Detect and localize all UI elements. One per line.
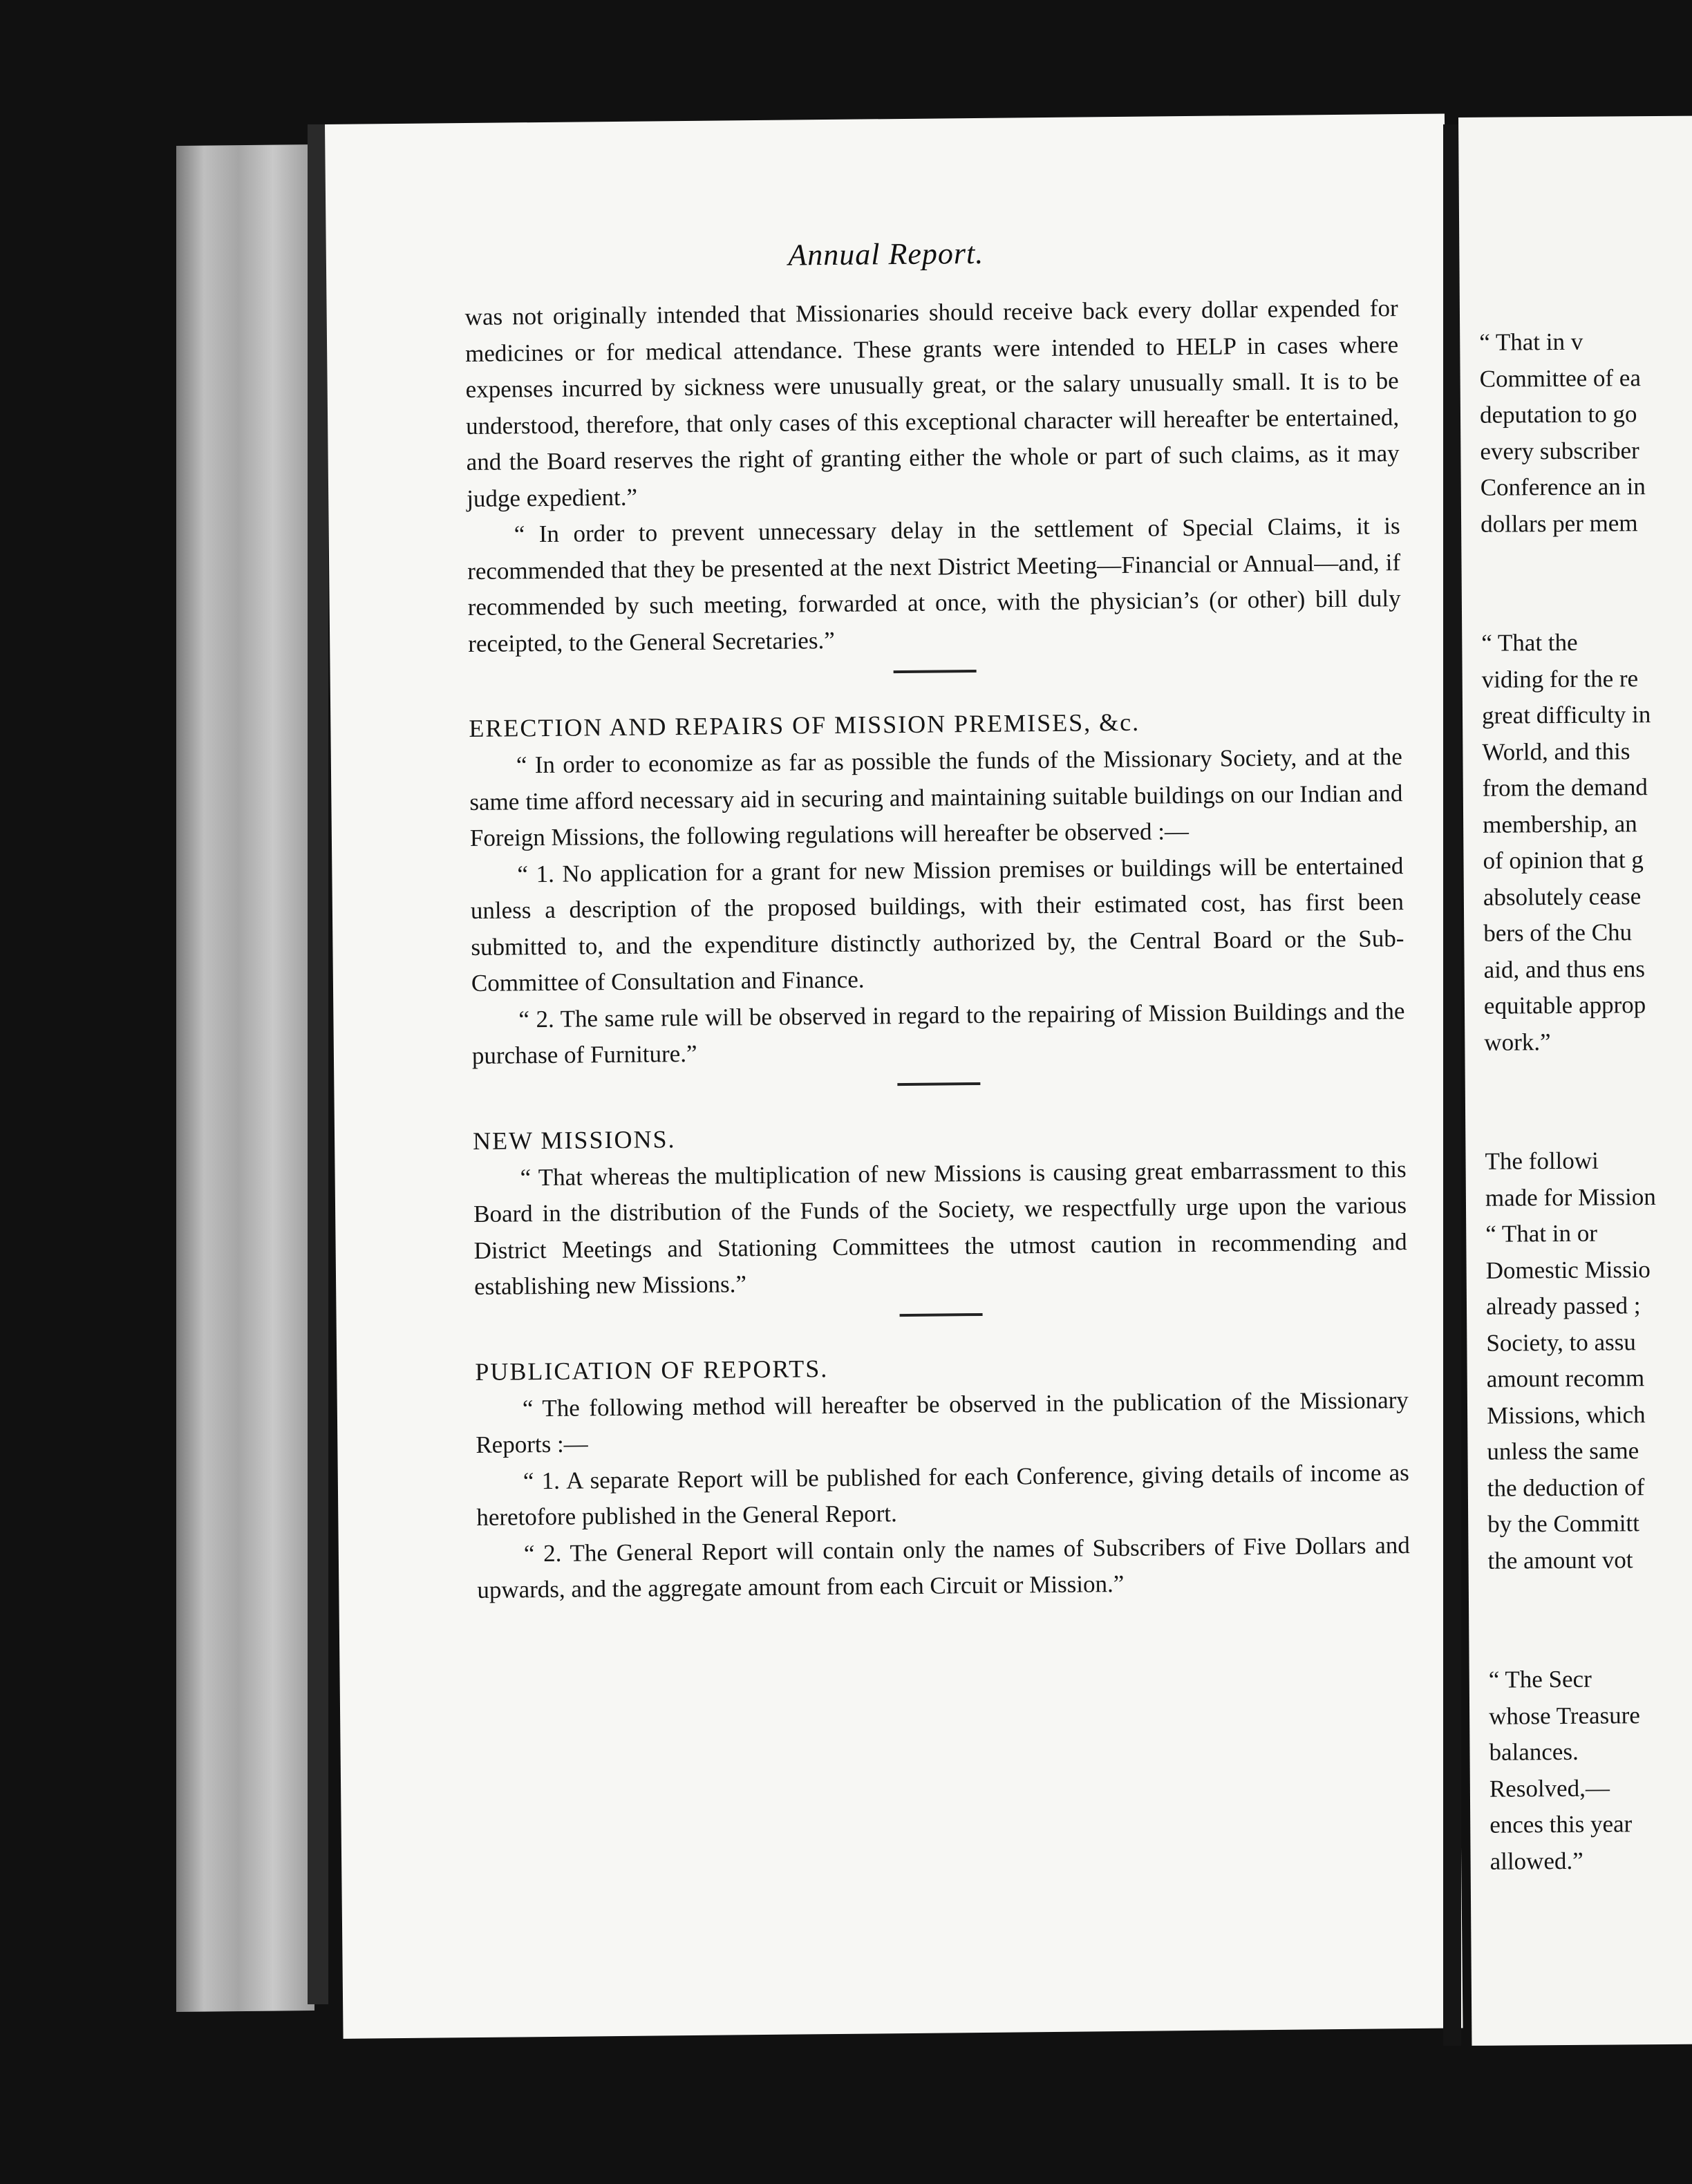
text-line: Domestic Missio <box>1485 1255 1651 1284</box>
text-line: by the Committ <box>1487 1509 1640 1538</box>
paragraph: was not originally intended that Missionaries should receive back every dollar expended for medicines or for medical attendance. These grants were intended to HELP in cases where expenses incurred by sickness were unusually great, or the salary unusually small. It is to be understood, therefore, that only cases of this exceptional character will hereafter be entertained, and the Board reserves the right of granting either the whole or part of such claims, as it may judge expedient.” <box>464 294 1400 512</box>
text-line: aid, and thus ens <box>1483 954 1646 983</box>
text-line: whose Treasure <box>1489 1701 1641 1730</box>
text-line: dollars per mem <box>1480 509 1638 538</box>
text-line: allowed.” <box>1489 1847 1583 1875</box>
section-heading: PUBLICATION OF REPORTS. <box>475 1354 829 1386</box>
paragraph: “ 1. A separate Report will be published for each Conference, giving details of income as heretofore published in the General Report. <box>476 1458 1409 1531</box>
text-line: work.” <box>1484 1028 1551 1056</box>
text-line: World, and this <box>1482 737 1630 766</box>
book-page-edges <box>176 144 314 2012</box>
text-line: great difficulty in <box>1481 701 1651 729</box>
right-page-body <box>1479 321 1692 1880</box>
section-divider-rule <box>894 670 977 673</box>
text-line: every subscriber <box>1480 436 1639 465</box>
text-line: Missions, which <box>1486 1400 1646 1429</box>
running-head: Annual Report. <box>788 236 984 272</box>
section-heading: NEW MISSIONS. <box>472 1124 676 1155</box>
text-line: amount recomm <box>1486 1364 1645 1393</box>
text-line: absolutely cease <box>1483 882 1642 911</box>
text-line: ences this year <box>1489 1810 1633 1838</box>
paragraph: “ That whereas the multiplication of new Missions is causing great embarrassment to this Board in the distribution of the Funds of the Society, we respectfully urge upon the various District Meetings and Stationing Committees the utmost caution in recommending and establishing new Missions.” <box>473 1155 1407 1301</box>
text-line: membership, an <box>1483 809 1637 838</box>
text-line: made for Mission <box>1485 1183 1656 1212</box>
blank-gap <box>1485 1057 1692 1144</box>
text-line: Committee of ea <box>1479 364 1642 393</box>
text-line: “ That the <box>1481 628 1578 657</box>
text-line: “ That in or <box>1485 1219 1598 1248</box>
text-line: “ That in v <box>1479 328 1583 356</box>
spine-shadow <box>308 124 328 2004</box>
page-gutter <box>1443 124 1461 2046</box>
text-line: equitable approp <box>1483 991 1646 1019</box>
text-line: the deduction of <box>1487 1473 1645 1502</box>
paragraph: “ 2. The General Report will contain only the names of Subscribers of Five Dollars and upwards, and the aggregate amount from each Circuit or Mission.” <box>477 1531 1410 1603</box>
paragraph: “ 1. No application for a grant for new Mission premises or buildings will be entertained unless a description of the proposed buildings, with their estimated cost, has first been submitted to, and the expenditure distinctly authorized by, the Central Board or the Sub-Committee of Consultation and Finance. <box>470 851 1404 997</box>
text-line: viding for the re <box>1481 664 1639 693</box>
text-line: of opinion that g <box>1483 846 1644 874</box>
text-line: unless the same <box>1487 1437 1639 1465</box>
text-line: Resolved,— <box>1489 1774 1610 1802</box>
text-line: the amount vot <box>1487 1545 1633 1574</box>
text-line: The followi <box>1485 1147 1599 1175</box>
section-divider-rule <box>897 1082 980 1085</box>
paragraph: “ In order to economize as far as possible the funds of the Missionary Society, and at the same time afford necessary aid in securing and maintaining suitable buildings on our Indian and Foreign Missions, the following regulations will hereafter be observed :— <box>469 743 1403 852</box>
text-line: from the demand <box>1482 773 1648 802</box>
paragraph: “ The following method will hereafter be observed in the publication of the Missionary Reports :— <box>476 1386 1409 1458</box>
text-line: deputation to go <box>1479 400 1637 429</box>
blank-gap <box>1488 1575 1692 1662</box>
text-line: balances. <box>1489 1738 1579 1766</box>
text-line: already passed ; <box>1485 1292 1641 1320</box>
right-page <box>1458 115 1692 2045</box>
blank-gap <box>1480 538 1692 625</box>
text-line: Conference an in <box>1480 473 1646 501</box>
text-line: “ The Secr <box>1488 1665 1592 1693</box>
paragraph: “ 2. The same rule will be observed in regard to the repairing of Mission Buildings and the purchase of Furniture.” <box>471 997 1405 1070</box>
left-page <box>325 113 1463 2038</box>
text-line: Society, to assu <box>1486 1328 1636 1357</box>
section-divider-rule <box>900 1312 983 1316</box>
left-page-body <box>464 290 1410 1608</box>
section-heading: ERECTION AND REPAIRS OF MISSION PREMISES, &c. <box>469 708 1140 743</box>
paragraph: “ In order to prevent unnecessary delay in the settlement of Special Claims, it is recommended that they be presented at the next District Meeting—Financial or Annual—and, if recommended by such meeting, forwarded at once, with the physician’s (or other) bill duly receipted, to the General Secretaries.” <box>467 512 1401 657</box>
text-line: bers of the Chu <box>1483 919 1633 947</box>
